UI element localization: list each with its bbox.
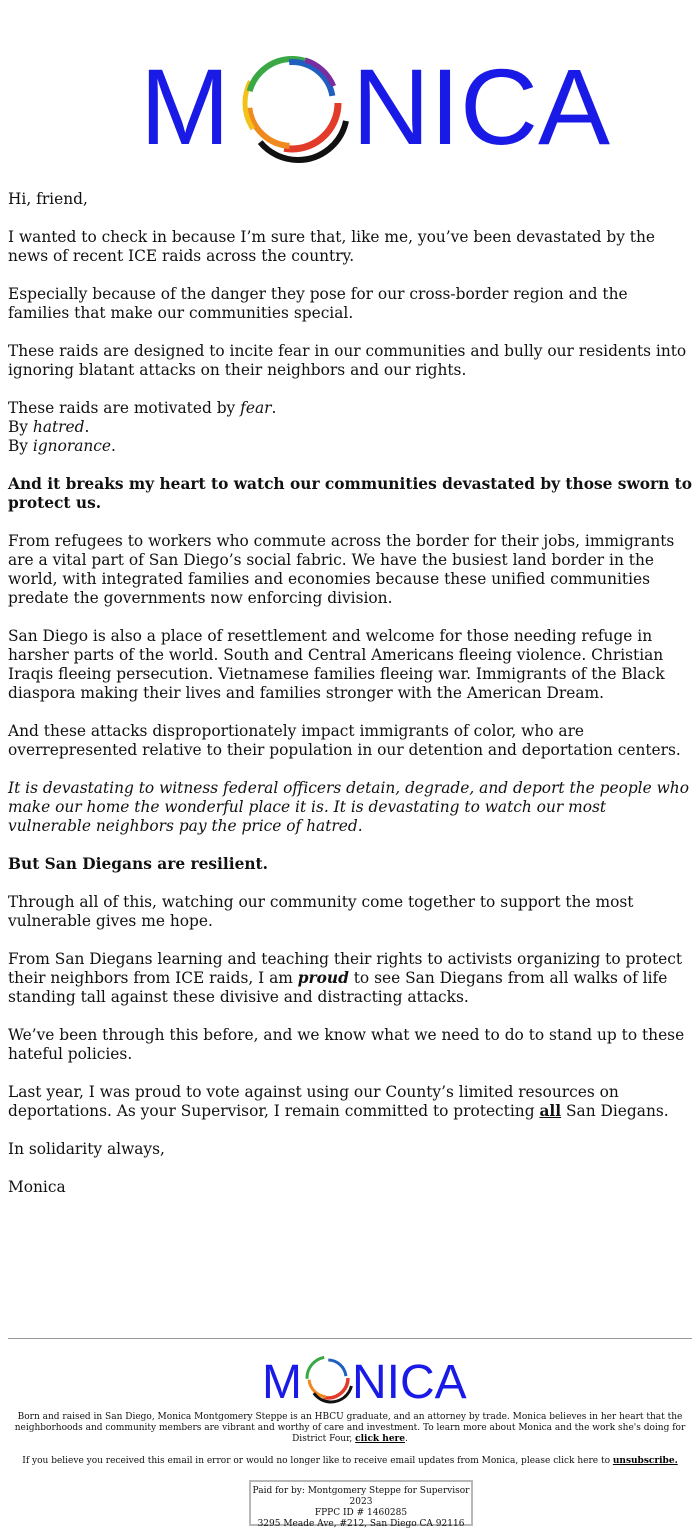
ignorance-period: . <box>111 437 116 455</box>
paragraph-hope: Through all of this, watching our community come together to support the most vulnerable gives me hope. <box>8 893 634 930</box>
footer-about-end: . <box>405 1434 408 1444</box>
line-ignorance <box>8 437 692 456</box>
paragraph-refugees: From refugees to workers who commute across the border for their jobs, immigrants are a vital part of San Diego’s social fabric. We have the busiest land border in the world, with integrated families and economies because these unified communities predate the governments now enforcing division. <box>8 532 675 607</box>
fear-period: . <box>271 399 277 417</box>
paid-by-line: Paid for by: Montgomery Steppe for Supervisor 2023 <box>252 1486 470 1507</box>
unsubscribe-text: If you believe you received this email in error or would no longer like to receive email updates from Monica, please click here to <box>22 1456 613 1466</box>
paragraph-resettlement: San Diego is also a place of resettlement and welcome for those needing refuge in harsher parts of the world. South and Central Americans fleeing violence. Christian Iraqis fleeing persecution. Vietnamese families fleeing war. Immigrants of the Black diaspora making their lives and families stronger with the American Dream. <box>8 627 665 702</box>
footer-logo-letters-nica: NICA <box>352 1356 467 1409</box>
footer-about-text: Born and raised in San Diego, Monica Montgomery Steppe is an HBCU graduate, and an attorney by trade. Monica believes in her heart that the neighborhoods and community members are vibrant and worthy of care and investment. To learn more about Monica and the work she's doing for District Four, <box>14 1412 686 1444</box>
last-year-after: San Diegans. <box>561 1102 669 1120</box>
paragraph-check-in: I wanted to check in because I’m sure that, like me, you’ve been devastated by the news of recent ICE raids across the country. <box>8 228 656 265</box>
line-motivated <box>8 399 692 418</box>
proud-after: to see San Diegans from all walks of life standing tall against these divisive and distracting attacks. <box>8 969 668 1006</box>
click-here-link[interactable]: click here <box>355 1434 406 1444</box>
paragraph-attacks: And these attacks disproportionately impact immigrants of color, who are overrepresented relative to their population in our detention and deportation centers. <box>8 722 681 759</box>
footer-monica-logo <box>250 1352 467 1409</box>
logo-ring-icon <box>245 56 347 160</box>
by-label: By <box>8 437 33 455</box>
logo-letters-nica: NICA <box>352 46 611 167</box>
paragraph-proud <box>8 950 692 1007</box>
last-year-before: Last year, I was proud to vote against using our County’s limited resources on deportations. As your Supervisor, I remain committed to protecting <box>8 1083 619 1120</box>
heading-resilient: But San Diegans are resilient. <box>8 855 269 873</box>
word-ignorance: ignorance <box>32 437 112 455</box>
heading-heart-breaks: And it breaks my heart to watch our communities devastated by those sworn to protect us. <box>8 475 692 512</box>
motivated-prefix: These raids are motivated by <box>8 399 241 417</box>
word-hatred: hatred <box>32 418 85 436</box>
paragraph-danger: Especially because of the danger they pose for our cross-border region and the families that make our communities special. <box>8 285 628 322</box>
proud-before: From San Diegans learning and teaching their rights to activists organizing to protect their neighbors from ICE raids, I am <box>8 950 683 987</box>
footer-logo-letter-m: M <box>262 1356 302 1409</box>
paragraph-last-year <box>8 1083 692 1121</box>
signoff: In solidarity always, <box>8 1140 165 1158</box>
signature: Monica <box>8 1178 66 1196</box>
paragraph-been-through: We’ve been through this before, and we know what we need to do to stand up to these hateful policies. <box>8 1026 685 1063</box>
monica-logo <box>0 40 700 167</box>
header-logo <box>0 40 700 167</box>
footer-about <box>8 1412 692 1445</box>
footer-logo-ring-icon <box>307 1357 352 1402</box>
footer-logo <box>250 1352 467 1409</box>
paragraph-raids-designed: These raids are designed to incite fear in our communities and bully our residents into ignoring blatant attacks on their neighbors and our rights. <box>8 342 687 379</box>
footer-unsubscribe <box>8 1456 692 1467</box>
hatred-period: . <box>84 418 90 436</box>
email-body <box>8 190 692 1216</box>
unsubscribe-link[interactable]: unsubscribe. <box>612 1456 678 1466</box>
paid-for-box <box>249 1480 473 1529</box>
fppc-line: FPPC ID # 1460285 <box>314 1508 408 1518</box>
word-proud: proud <box>297 969 349 987</box>
paragraph-devastating: It is devastating to witness federal officers detain, degrade, and deport the people who make our home the wonderful place it is. It is devastating to watch our most vulnerable neighbors pay the price of hatred. <box>8 779 689 835</box>
logo-letter-m: M <box>140 46 230 167</box>
footer-divider <box>8 1338 692 1339</box>
address-line: 3295 Meade Ave, #212, San Diego CA 92116 <box>257 1519 465 1529</box>
greeting: Hi, friend, <box>8 190 88 208</box>
line-hatred <box>8 418 692 437</box>
word-all: all <box>539 1102 562 1120</box>
by-label: By <box>8 418 33 436</box>
word-fear: fear <box>240 399 272 417</box>
